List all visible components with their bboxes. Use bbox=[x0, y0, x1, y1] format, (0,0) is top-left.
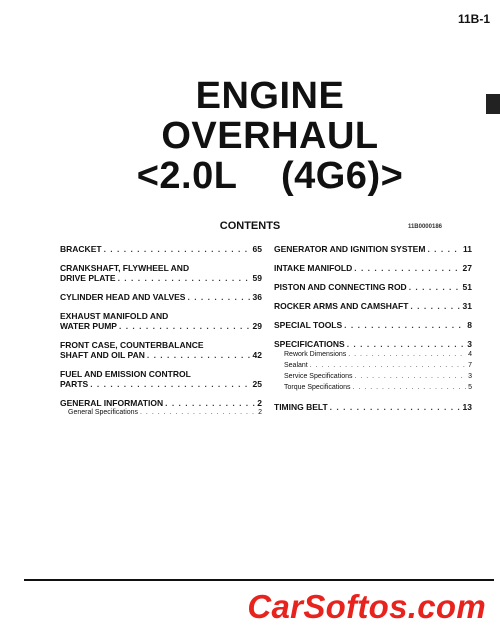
toc-entry-label: FRONT CASE, COUNTERBALANCE bbox=[60, 340, 204, 350]
toc-entry-exhaust[interactable] bbox=[60, 311, 262, 331]
toc-entry-generator[interactable] bbox=[274, 244, 472, 254]
contents-heading: CONTENTS bbox=[219, 220, 281, 232]
toc-subentry-label: Rework Dimensions bbox=[284, 351, 347, 358]
toc-entry-rocker[interactable] bbox=[274, 301, 472, 311]
toc-entry-label: GENERATOR AND IGNITION SYSTEM bbox=[274, 244, 426, 254]
toc-page-number: 8 bbox=[467, 320, 472, 330]
toc-page-number: 3 bbox=[467, 339, 472, 349]
toc-entry-label: ROCKER ARMS AND CAMSHAFT bbox=[274, 301, 409, 311]
toc-entry-timing-belt[interactable] bbox=[274, 402, 472, 412]
toc-page-number: 36 bbox=[252, 292, 262, 302]
toc-subentry-label: Torque Specifications bbox=[284, 384, 351, 391]
toc-entry-general[interactable] bbox=[60, 398, 262, 418]
title-line-1: ENGINE bbox=[195, 75, 345, 117]
leader-dots bbox=[330, 402, 461, 412]
toc-entry-label: WATER PUMP bbox=[60, 321, 117, 331]
toc-page-number: 4 bbox=[468, 351, 472, 358]
leader-dots bbox=[140, 408, 256, 418]
leader-dots bbox=[310, 360, 466, 371]
toc-entry-special-tools[interactable] bbox=[274, 320, 472, 330]
leader-dots bbox=[344, 320, 465, 330]
toc-subentry-label: General Specifications bbox=[68, 409, 139, 416]
toc-page-number: 11 bbox=[463, 244, 472, 254]
toc-subentry[interactable] bbox=[284, 382, 472, 393]
toc-entry-piston[interactable] bbox=[274, 282, 472, 292]
toc-entry-label: CRANKSHAFT, FLYWHEEL AND bbox=[60, 263, 190, 273]
leader-dots bbox=[187, 292, 250, 302]
leader-dots bbox=[410, 301, 460, 311]
toc-entry-row bbox=[60, 292, 262, 302]
toc-page-number: 42 bbox=[252, 350, 262, 360]
toc-entry-cylinder-head[interactable] bbox=[60, 292, 262, 302]
toc-entry-intake[interactable] bbox=[274, 263, 472, 273]
toc-page-number: 31 bbox=[462, 301, 472, 311]
toc-entry-row bbox=[274, 282, 472, 292]
leader-dots bbox=[118, 273, 251, 283]
toc-page-number: 5 bbox=[468, 384, 472, 391]
toc-entry-label: SPECIFICATIONS bbox=[274, 339, 345, 349]
toc-page-number: 65 bbox=[252, 244, 262, 254]
leader-dots bbox=[104, 244, 251, 254]
toc-entry-label: SHAFT AND OIL PAN bbox=[60, 350, 145, 360]
toc-subentry-label: Sealant bbox=[284, 362, 308, 369]
toc-entry-row bbox=[60, 273, 262, 283]
contents-code: 11B0000186 bbox=[407, 224, 442, 230]
toc-entry-row bbox=[274, 339, 472, 349]
toc-entry-row bbox=[60, 379, 262, 389]
toc-page-number: 7 bbox=[468, 362, 472, 369]
toc-subentry[interactable] bbox=[284, 371, 472, 382]
toc-entry-crankshaft[interactable] bbox=[60, 263, 262, 283]
leader-dots bbox=[90, 379, 250, 389]
title-line-3: <2.0L (4G6)> bbox=[136, 155, 404, 197]
title-line-2: OVERHAUL bbox=[161, 115, 379, 157]
leader-dots bbox=[347, 339, 466, 349]
toc-entry-label: EXHAUST MANIFOLD AND bbox=[60, 311, 169, 321]
toc-entry-row bbox=[60, 244, 262, 254]
toc-subentry[interactable] bbox=[284, 349, 472, 360]
toc-subentry-label: Service Specifications bbox=[284, 373, 353, 380]
toc-page-number: 27 bbox=[462, 263, 472, 273]
leader-dots bbox=[165, 398, 255, 408]
leader-dots bbox=[119, 321, 251, 331]
toc-entry-row bbox=[274, 263, 472, 273]
toc-page-number: 51 bbox=[462, 282, 472, 292]
page-number: 11B-1 bbox=[457, 12, 490, 26]
leader-dots bbox=[353, 382, 467, 393]
toc-entry-row bbox=[274, 402, 472, 412]
page-title bbox=[110, 76, 430, 196]
toc-left-column bbox=[60, 244, 262, 427]
toc-subentry[interactable] bbox=[68, 408, 262, 418]
toc-entry-label: INTAKE MANIFOLD bbox=[274, 263, 353, 273]
toc-page-number: 2 bbox=[258, 409, 262, 416]
toc-entry-row bbox=[274, 244, 472, 254]
toc-entry-label: BRACKET bbox=[60, 244, 102, 254]
bottom-rule bbox=[24, 579, 494, 581]
leader-dots bbox=[427, 244, 461, 254]
leader-dots bbox=[354, 371, 466, 382]
toc-entry-bracket[interactable] bbox=[60, 244, 262, 254]
toc-page-number: 2 bbox=[257, 398, 262, 408]
toc-entry-label: PISTON AND CONNECTING ROD bbox=[274, 282, 407, 292]
toc-page-number: 25 bbox=[252, 379, 262, 389]
watermark: CarSoftos.com bbox=[247, 588, 486, 625]
toc-entry-label: CYLINDER HEAD AND VALVES bbox=[60, 292, 186, 302]
toc-right-column bbox=[274, 244, 472, 421]
toc-page-number: 13 bbox=[462, 402, 472, 412]
toc-entry-label: GENERAL INFORMATION bbox=[60, 398, 164, 408]
toc-entry-label: SPECIAL TOOLS bbox=[274, 320, 343, 330]
toc-entry-label: DRIVE PLATE bbox=[60, 273, 116, 283]
toc-subentry[interactable] bbox=[284, 360, 472, 371]
toc-entry-row bbox=[60, 350, 262, 360]
toc-entry-specifications[interactable] bbox=[274, 339, 472, 393]
toc-entry-label: TIMING BELT bbox=[274, 402, 328, 412]
toc-entry-row bbox=[60, 321, 262, 331]
toc-page-number: 3 bbox=[468, 373, 472, 380]
toc-entry-front-case[interactable] bbox=[60, 340, 262, 360]
toc-entry-fuel[interactable] bbox=[60, 369, 262, 389]
leader-dots bbox=[147, 350, 251, 360]
leader-dots bbox=[354, 263, 460, 273]
toc-entry-row bbox=[60, 398, 262, 408]
toc-entry-label: FUEL AND EMISSION CONTROL bbox=[60, 369, 191, 379]
toc-page-number: 29 bbox=[252, 321, 262, 331]
leader-dots bbox=[348, 349, 466, 360]
toc-entry-row bbox=[274, 320, 472, 330]
leader-dots bbox=[409, 282, 461, 292]
toc-entry-label: PARTS bbox=[60, 379, 89, 389]
section-tab-marker bbox=[486, 94, 500, 114]
toc-page-number: 59 bbox=[252, 273, 262, 283]
toc-entry-row bbox=[274, 301, 472, 311]
